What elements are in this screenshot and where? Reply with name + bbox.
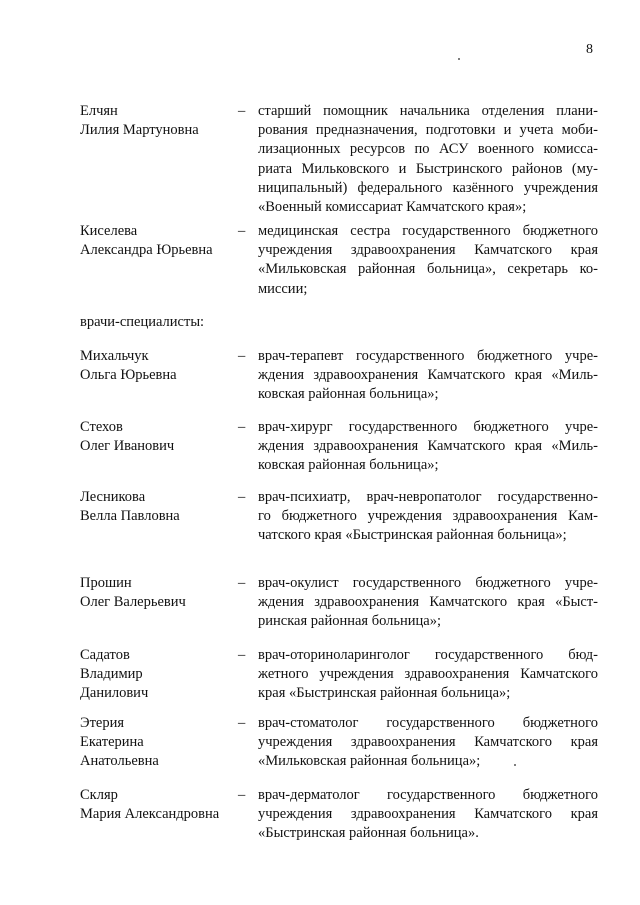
scan-speck	[458, 58, 460, 60]
member-given-names: Мария Александровна	[80, 806, 220, 823]
member-surname: Киселева	[80, 223, 138, 239]
member-given-names: Владимир	[80, 666, 143, 683]
position-line: ждения здравоохранения Камчатского края «Миль-	[258, 367, 598, 384]
section-label: врачи-специалисты:	[80, 314, 205, 330]
member-position	[258, 714, 598, 772]
position-line: «Мильковская районная больница»;	[258, 753, 481, 770]
dash: –	[238, 575, 246, 591]
member-name	[80, 102, 240, 140]
member-given-names: Олег Иванович	[80, 438, 175, 455]
member-name	[80, 418, 240, 456]
member-given-names: Велла Павловна	[80, 508, 180, 525]
member-name	[80, 222, 240, 260]
dash: –	[238, 647, 246, 663]
member-position	[258, 646, 598, 704]
position-line: «Мильковская районная больница», секретарь ко-	[258, 261, 598, 278]
member-surname: Этерия	[80, 715, 125, 731]
position-line: края «Быстринская районная больница»;	[258, 685, 511, 702]
position-line: врач-окулист государственного бюджетного учре-	[258, 575, 598, 591]
position-line: чатского края «Быстринская районная больница»;	[258, 527, 567, 544]
position-line: «Быстринская районная больница».	[258, 825, 479, 842]
page-number: 8	[586, 42, 593, 57]
position-line: ринская районная больница»;	[258, 613, 441, 630]
member-patronymic: Анатольевна	[80, 753, 159, 770]
member-surname: Прошин	[80, 575, 132, 591]
position-line: врач-стоматолог государственного бюджетного	[258, 715, 598, 731]
member-name	[80, 714, 240, 772]
position-line: врач-терапевт государственного бюджетного учре-	[258, 348, 598, 364]
position-line: «Военный комиссариат Камчатского края»;	[258, 199, 527, 216]
position-line: рования предназначения, подготовки и учета моби-	[258, 122, 598, 139]
dash: –	[238, 348, 246, 364]
position-line: врач-хирург государственного бюджетного учре-	[258, 419, 598, 435]
position-line: ждения здравоохранения Камчатского края «Миль-	[258, 438, 598, 455]
member-given-names: Екатерина	[80, 734, 144, 751]
member-patronymic: Данилович	[80, 685, 149, 702]
member-name	[80, 574, 240, 612]
member-name	[80, 347, 240, 385]
member-surname: Лесникова	[80, 489, 146, 505]
position-line: лизационных ресурсов по АСУ военного комисса-	[258, 141, 598, 158]
position-line: учреждения здравоохранения Камчатского края	[258, 734, 598, 751]
position-line: врач-оториноларинголог государственного бюд-	[258, 647, 598, 663]
dash: –	[238, 715, 246, 731]
member-name	[80, 488, 240, 526]
position-line: жетного учреждения здравоохранения Камчатского	[258, 666, 598, 683]
position-line: старший помощник начальника отделения плани-	[258, 103, 598, 119]
position-line: ждения здравоохранения Камчатского края «Быст-	[258, 594, 598, 611]
member-position	[258, 488, 598, 546]
member-surname: Скляр	[80, 787, 118, 803]
dash: –	[238, 787, 246, 803]
member-surname: Стехов	[80, 419, 123, 435]
dash: –	[238, 103, 246, 119]
position-line: го бюджетного учреждения здравоохранения Кам-	[258, 508, 598, 525]
dash: –	[238, 223, 246, 239]
dash: –	[238, 419, 246, 435]
member-given-names: Олег Валерьевич	[80, 594, 186, 611]
member-surname: Михальчук	[80, 348, 149, 364]
position-line: медицинская сестра государственного бюджетного	[258, 223, 598, 239]
member-surname: Садатов	[80, 647, 130, 663]
member-position	[258, 222, 598, 299]
position-line: ковская районная больница»;	[258, 386, 439, 403]
member-surname: Елчян	[80, 103, 118, 119]
member-name	[80, 786, 240, 824]
member-position	[258, 418, 598, 476]
position-line: миссии;	[258, 280, 308, 297]
member-position	[258, 102, 598, 217]
position-line: врач-дерматолог государственного бюджетного	[258, 787, 598, 803]
position-line: ниципальный) федерального казённого учреждения	[258, 179, 598, 196]
position-line: учреждения здравоохранения Камчатского края	[258, 806, 598, 823]
position-line: риата Мильковского и Быстринского районов (му-	[258, 160, 598, 177]
member-given-names: Александра Юрьевна	[80, 242, 213, 259]
member-name	[80, 646, 240, 704]
member-position	[258, 786, 598, 844]
position-line: ковская районная больница»;	[258, 457, 439, 474]
member-position	[258, 347, 598, 405]
member-given-names: Лилия Мартуновна	[80, 122, 199, 139]
member-given-names: Ольга Юрьевна	[80, 367, 177, 384]
dash: –	[238, 489, 246, 505]
position-line: врач-психиатр, врач-невропатолог государственно-	[258, 489, 598, 505]
member-position	[258, 574, 598, 632]
position-line: учреждения здравоохранения Камчатского края	[258, 242, 598, 259]
